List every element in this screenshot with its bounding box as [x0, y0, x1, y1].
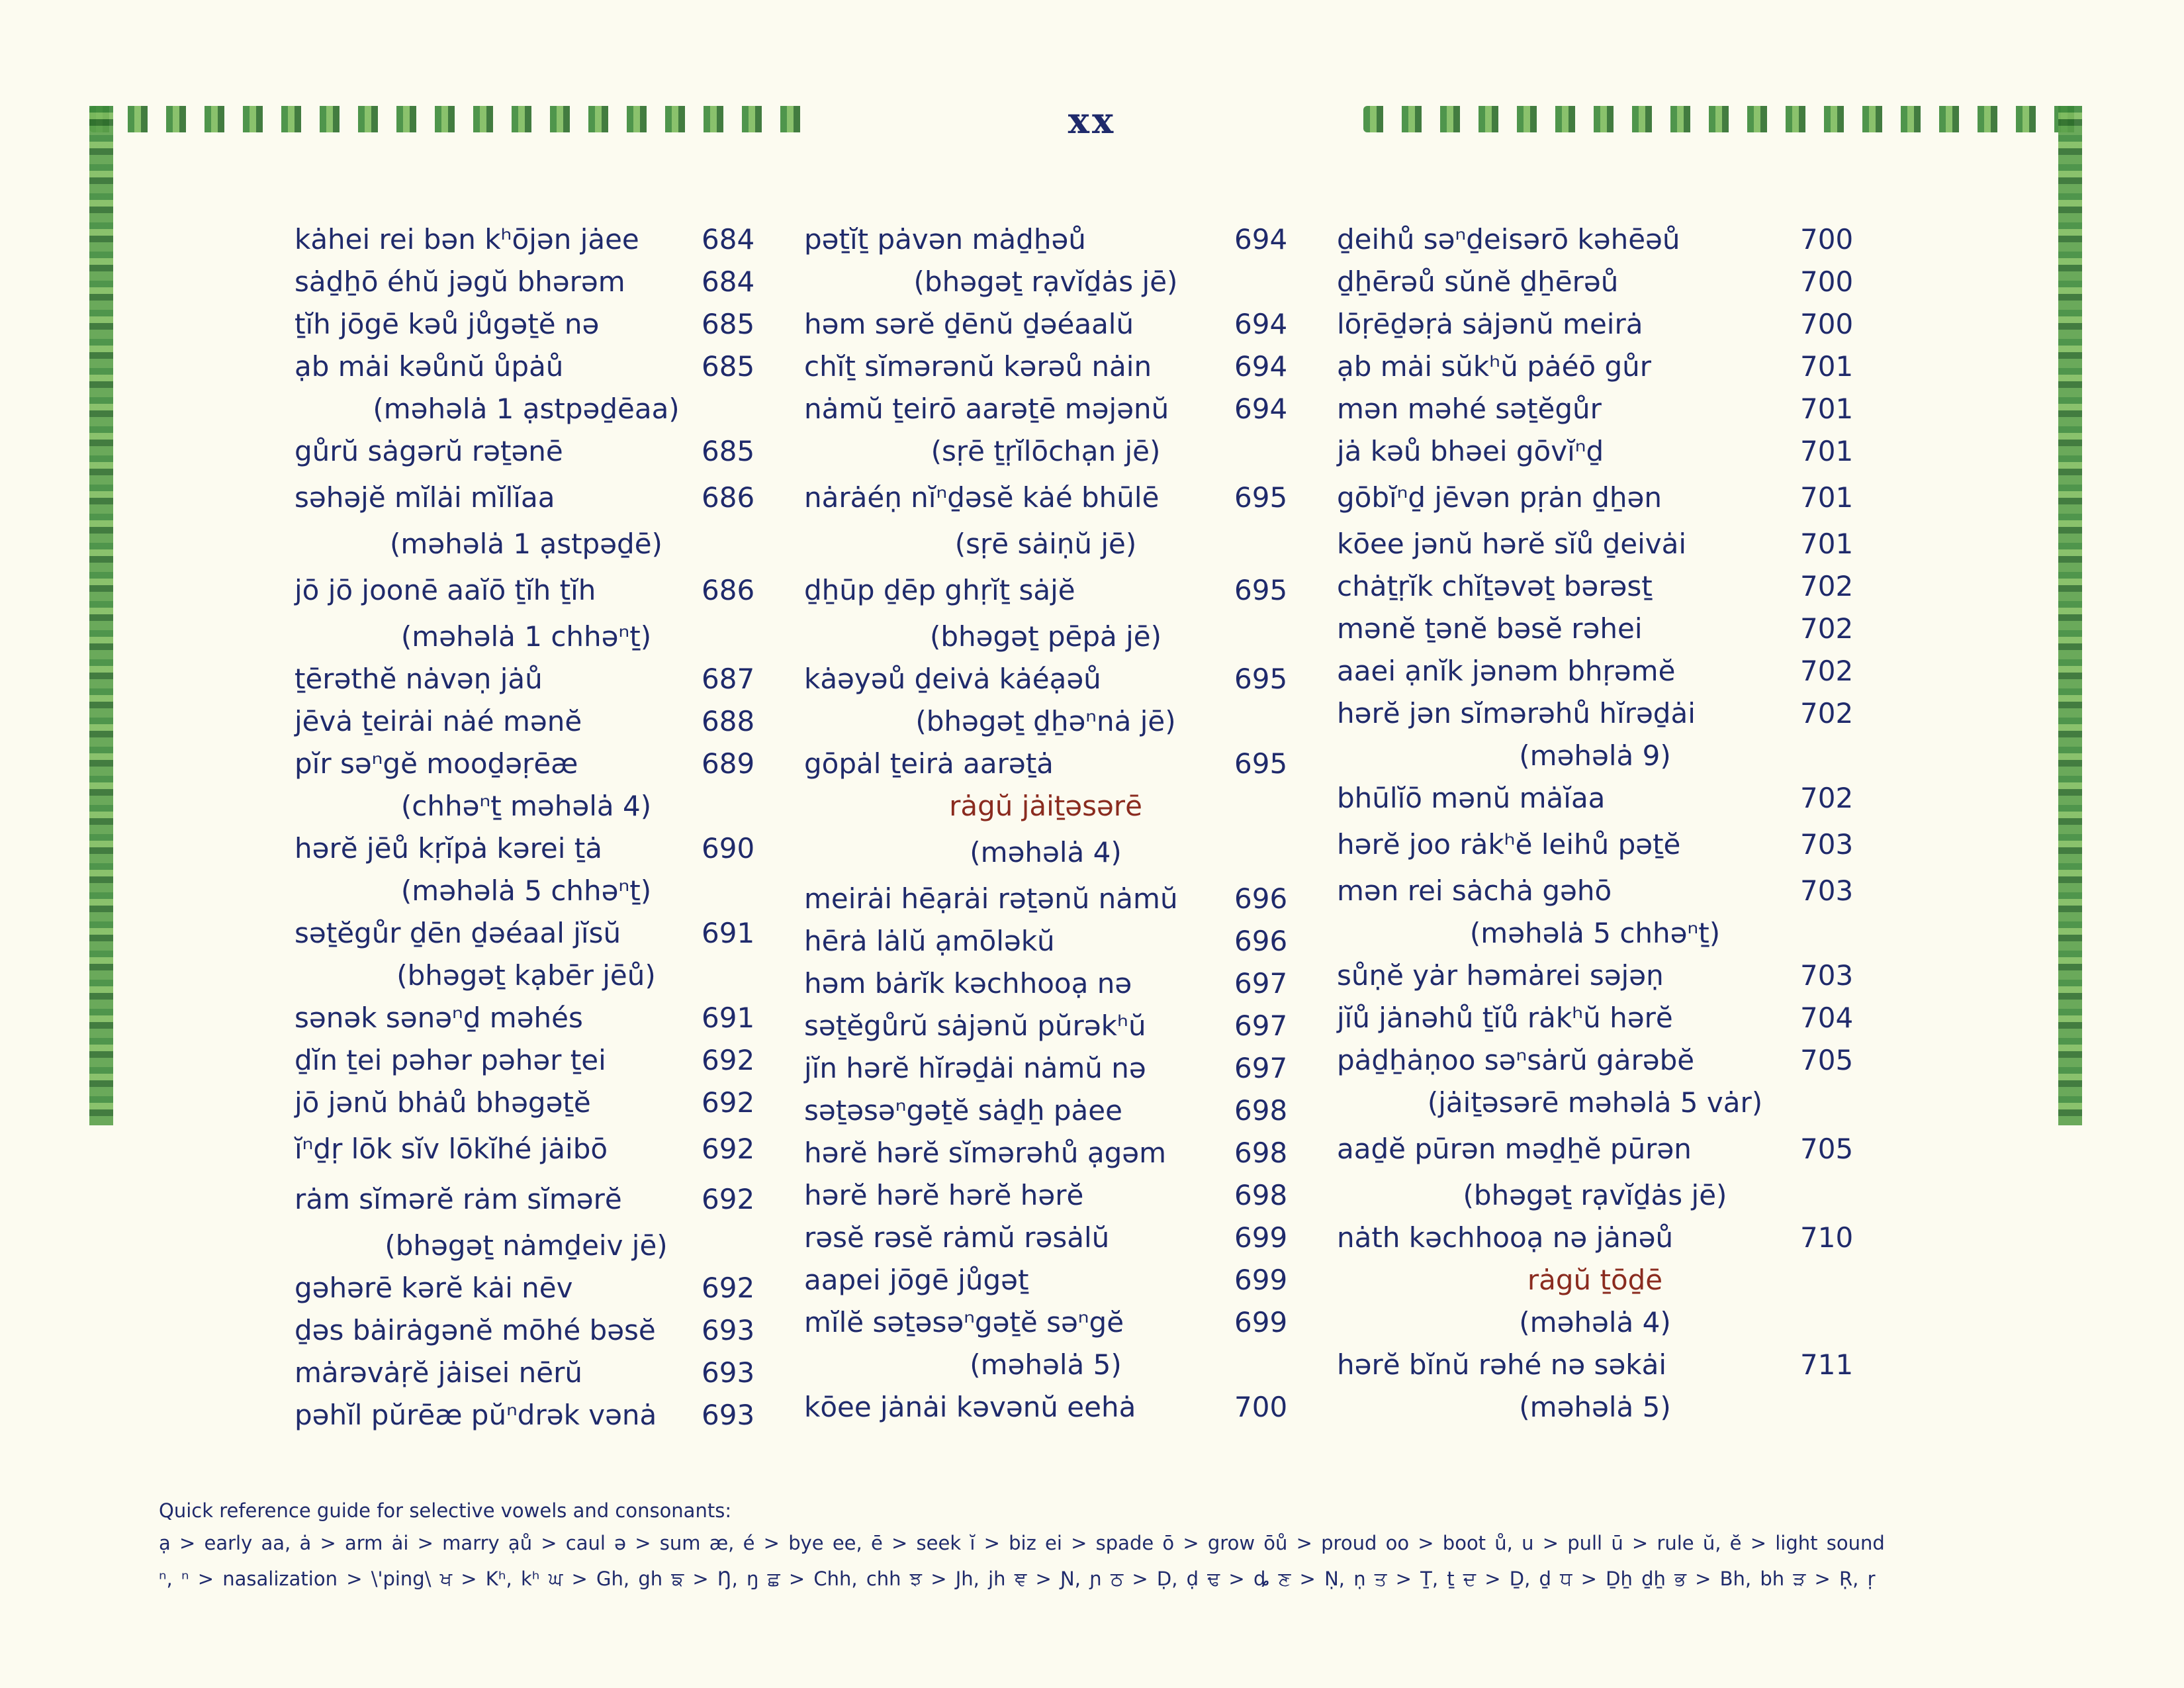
entry-title: aaei ạnĭk jənəm bhṛəmĕ	[1337, 655, 1676, 687]
entry-title: ạb mȧi sŭkʰŭ pȧéō gůr	[1337, 350, 1652, 383]
index-entry	[804, 473, 1287, 523]
index-entry	[804, 920, 1287, 962]
entry-page-number: 687	[702, 663, 755, 695]
entry-title: jēvȧ ṯeirȧi nȧé mənĕ	[295, 705, 582, 737]
entry-page-number: 694	[1234, 350, 1288, 383]
entry-page-number: 702	[1800, 782, 1854, 814]
index-entry	[804, 658, 1287, 700]
entry-title: ḏĭn ṯei pəhər pəhər ṯei	[295, 1044, 606, 1076]
entry-page-number: 684	[702, 265, 755, 298]
entry-page-number: 702	[1800, 612, 1854, 645]
section-heading: rȧgŭ ṯōḏē	[1527, 1264, 1663, 1296]
entry-page-number: 691	[702, 917, 755, 949]
entry-page-number: 698	[1234, 1094, 1288, 1127]
entry-title: pəṯĭṯ pȧvən mȧḏẖəů	[804, 223, 1086, 256]
index-entry	[804, 616, 1287, 658]
index-entry	[295, 303, 758, 346]
entry-page-number: 688	[702, 705, 755, 737]
index-entry	[295, 827, 758, 870]
entry-page-number: 693	[702, 1399, 755, 1431]
index-entry	[295, 261, 758, 303]
entry-title: ṯērəthĕ nȧvəṇ jȧů	[295, 663, 543, 695]
entry-title: kȧhei rei bən kʰōjən jȧee	[295, 223, 639, 256]
entry-title: jȧ kəů bhəei gōvĭⁿḏ	[1337, 435, 1604, 467]
entry-title: lōṛēḏəṛȧ sȧjənŭ meirȧ	[1337, 308, 1643, 340]
section-heading: (məhəlȧ 1 chhəⁿṯ)	[400, 620, 652, 653]
entry-title: mən rei sȧchȧ gəhō	[1337, 874, 1612, 907]
entry-page-number: 703	[1800, 874, 1854, 907]
index-entry	[1337, 1301, 1853, 1344]
section-heading: (məhəlȧ 4)	[1519, 1306, 1671, 1338]
entry-title: gůrŭ sȧgərŭ rəṯənē	[295, 435, 563, 467]
entry-title: bhūlĭō mənŭ mȧĭaa	[1337, 782, 1606, 814]
index-entry	[804, 303, 1287, 346]
entry-page-number: 696	[1234, 882, 1288, 915]
index-entry	[1337, 608, 1853, 650]
index-entry	[804, 1132, 1287, 1174]
entry-page-number: 686	[702, 574, 755, 606]
section-heading: (sṛē ṯṛĭlōchạn jē)	[931, 435, 1161, 467]
index-column-2	[804, 218, 1287, 1429]
index-entry	[295, 912, 758, 955]
index-entry	[804, 1386, 1287, 1429]
index-entry	[295, 473, 758, 523]
index-entry	[804, 1344, 1287, 1386]
index-column-3	[1337, 218, 1853, 1429]
entry-page-number: 695	[1234, 663, 1288, 695]
entry-title: səṯĕgůrŭ sȧjənŭ pŭrəkʰŭ	[804, 1009, 1146, 1042]
entry-page-number: 697	[1234, 1009, 1288, 1042]
index-entry	[295, 1394, 758, 1436]
entry-title: aapei jōgē jůgəṯ	[804, 1264, 1029, 1296]
section-heading: (chhəⁿṯ məhəlȧ 4)	[400, 790, 652, 822]
entry-page-number: 703	[1800, 959, 1854, 992]
entry-title: sůṇĕ yȧr həmȧrei səjəṇ	[1337, 959, 1664, 992]
index-entry	[295, 1174, 758, 1225]
entry-page-number: 691	[702, 1002, 755, 1034]
index-entry	[804, 743, 1287, 785]
index-entry	[295, 700, 758, 743]
entry-page-number: 695	[1234, 481, 1288, 514]
index-entry	[1337, 1082, 1853, 1124]
entry-page-number: 699	[1234, 1306, 1288, 1338]
entry-title: həm bȧrĭk kəchhooạ nə	[804, 967, 1132, 1000]
index-entry	[1337, 955, 1853, 997]
entry-title: mənĕ ṯənĕ bəsĕ rəhei	[1337, 612, 1643, 645]
entry-page-number: 705	[1800, 1044, 1854, 1076]
floral-border-left	[89, 106, 113, 1125]
entry-title: ạb mȧi kəůnŭ ůpȧů	[295, 350, 564, 383]
entry-title: ḏẖērəů sŭnĕ ḏẖērəů	[1337, 265, 1619, 298]
entry-title: hərĕ jēů kṛĭpȧ kərei ṯȧ	[295, 832, 602, 865]
entry-title: nȧrȧéṇ nĭⁿḏəsĕ kȧé bhūlē	[804, 481, 1160, 514]
index-entry	[804, 346, 1287, 388]
index-entry	[1337, 1386, 1853, 1429]
entry-title: pəhĭl pŭrēæ pŭⁿdrək vənȧ	[295, 1399, 657, 1431]
entry-title: kōee jənŭ hərĕ sĭů ḏeivȧi	[1337, 528, 1687, 560]
section-heading: rȧgŭ jȧiṯəsərē	[949, 790, 1142, 822]
index-entry	[295, 616, 758, 658]
index-entry	[804, 878, 1287, 920]
index-entry	[1337, 473, 1853, 523]
entry-title: rȧm sĭmərĕ rȧm sĭmərĕ	[295, 1183, 622, 1215]
entry-title: gōbĭⁿḏ jēvən pṛȧn ḏẖən	[1337, 481, 1662, 514]
index-entry	[804, 1090, 1287, 1132]
index-entry	[1337, 388, 1853, 430]
entry-title: ḏəs bȧirȧgənĕ mōhé bəsĕ	[295, 1314, 656, 1346]
entry-title: nȧmŭ ṯeirō aarəṯē məjənŭ	[804, 393, 1169, 425]
entry-title: hərĕ hərĕ sĭmərəhů ạgəm	[804, 1137, 1166, 1169]
entry-page-number: 711	[1800, 1348, 1854, 1381]
index-entry	[1337, 303, 1853, 346]
entry-title: ḏeihů səⁿḏeisərō kəhēəů	[1337, 223, 1680, 256]
index-entry	[804, 218, 1287, 261]
entry-title: mȧrəvȧṛĕ jȧisei nērŭ	[295, 1356, 582, 1389]
entry-title: ḏẖūp ḏēp ghṛĭṯ sȧjĕ	[804, 574, 1075, 606]
index-entry	[295, 955, 758, 997]
index-entry	[295, 1309, 758, 1352]
index-entry	[1337, 1124, 1853, 1174]
entry-page-number: 710	[1800, 1221, 1854, 1254]
floral-border-right	[2058, 106, 2082, 1125]
entry-page-number: 694	[1234, 308, 1288, 340]
index-entry	[804, 700, 1287, 743]
section-heading: (bhəgəṯ nȧmḏeiv jē)	[385, 1229, 668, 1262]
index-entry	[804, 1217, 1287, 1259]
entry-page-number: 699	[1234, 1264, 1288, 1296]
entry-title: rəsĕ rəsĕ rȧmŭ rəsȧlŭ	[804, 1221, 1110, 1254]
entry-title: ṯĭh jōgē kəů jůgəṯĕ nə	[295, 308, 600, 340]
index-entry	[295, 565, 758, 616]
index-entry	[295, 1082, 758, 1124]
index-entry	[295, 388, 758, 430]
index-entry	[1337, 870, 1853, 912]
entry-title: pĭr səⁿgĕ mooḏəṛēæ	[295, 747, 578, 780]
section-heading: (məhəlȧ 5 chhəⁿṯ)	[1469, 917, 1721, 949]
section-heading: (məhəlȧ 1 ạstpəḏēaa)	[373, 393, 680, 425]
entry-title: kȧəyəů ḏeivȧ kȧéạəů	[804, 663, 1101, 695]
index-entry	[295, 658, 758, 700]
entry-page-number: 692	[702, 1086, 755, 1119]
entry-page-number: 696	[1234, 925, 1288, 957]
entry-page-number: 697	[1234, 967, 1288, 1000]
entry-page-number: 702	[1800, 570, 1854, 602]
index-entry	[804, 1259, 1287, 1301]
index-entry	[1337, 692, 1853, 735]
entry-page-number: 699	[1234, 1221, 1288, 1254]
index-entry	[1337, 346, 1853, 388]
index-entry	[1337, 650, 1853, 692]
entry-title: hərĕ joo rȧkʰĕ leihů pəṯĕ	[1337, 828, 1681, 861]
section-heading: (bhəgəṯ kạbēr jēů)	[396, 959, 656, 992]
entry-title: səṯĕgůr ḏēn ḏəéaal jĭsŭ	[295, 917, 621, 949]
index-entry	[295, 218, 758, 261]
index-entry	[1337, 912, 1853, 955]
section-heading: (bhəgəṯ ḏẖəⁿnȧ jē)	[915, 705, 1176, 737]
section-heading: (məhəlȧ 4)	[970, 836, 1122, 868]
index-entry	[1337, 1217, 1853, 1259]
index-entry	[1337, 997, 1853, 1039]
index-entry	[295, 430, 758, 473]
entry-page-number: 697	[1234, 1052, 1288, 1084]
entry-title: aaḏĕ pūrən məḏẖĕ pūrən	[1337, 1133, 1692, 1165]
index-entry	[295, 1225, 758, 1267]
index-entry	[804, 565, 1287, 616]
index-entry	[295, 997, 758, 1039]
entry-title: jō jō joonē aaĭō ṯĭh ṯĭh	[295, 574, 596, 606]
section-heading: (məhəlȧ 5 chhəⁿṯ)	[400, 874, 652, 907]
index-entry	[804, 430, 1287, 473]
index-entry	[295, 1039, 758, 1082]
index-entry	[804, 1005, 1287, 1047]
entry-page-number: 698	[1234, 1179, 1288, 1211]
index-entry	[1337, 1039, 1853, 1082]
entry-page-number: 692	[702, 1272, 755, 1304]
section-heading: (bhəgəṯ pēpȧ jē)	[930, 620, 1161, 653]
section-heading: (sṛē sȧiṇŭ jē)	[954, 528, 1137, 560]
index-entry	[295, 743, 758, 785]
entry-title: hərĕ bĭnŭ rəhé nə səkȧi	[1337, 1348, 1667, 1381]
entry-title: ĭⁿḏṛ lōk sĭv lōkĭhé jȧibō	[295, 1133, 608, 1165]
index-entry	[295, 785, 758, 827]
entry-page-number: 686	[702, 481, 755, 514]
index-entry	[1337, 735, 1853, 777]
entry-title: nȧth kəchhooạ nə jȧnəů	[1337, 1221, 1674, 1254]
index-entry	[804, 261, 1287, 303]
entry-page-number: 693	[702, 1356, 755, 1389]
entry-page-number: 693	[702, 1314, 755, 1346]
index-entry	[1337, 430, 1853, 473]
entry-page-number: 700	[1800, 308, 1854, 340]
index-entry	[1337, 218, 1853, 261]
entry-page-number: 701	[1800, 528, 1854, 560]
entry-title: gōpȧl ṯeirȧ aarəṯȧ	[804, 747, 1054, 780]
entry-page-number: 702	[1800, 697, 1854, 729]
entry-title: gəhərē kərĕ kȧi nēv	[295, 1272, 573, 1304]
entry-page-number: 704	[1800, 1002, 1854, 1034]
entry-page-number: 701	[1800, 393, 1854, 425]
entry-title: hərĕ jən sĭmərəhů hĭrəḏȧi	[1337, 697, 1696, 729]
page-number: xx	[1068, 99, 1116, 142]
index-column-1	[295, 218, 758, 1436]
index-entry	[295, 870, 758, 912]
section-heading: (məhəlȧ 5)	[970, 1348, 1122, 1381]
index-entry	[295, 1352, 758, 1394]
entry-title: səṯəsəⁿgəṯĕ sȧḏẖ pȧee	[804, 1094, 1122, 1127]
entry-page-number: 684	[702, 223, 755, 256]
entry-title: mən məhé səṯĕgůr	[1337, 393, 1602, 425]
entry-page-number: 694	[1234, 393, 1288, 425]
entry-title: jĭů jȧnəhů ṯĭů rȧkʰŭ hərĕ	[1337, 1002, 1673, 1034]
entry-page-number: 700	[1800, 265, 1854, 298]
index-entry	[1337, 820, 1853, 870]
entry-page-number: 702	[1800, 655, 1854, 687]
section-heading: (jȧiṯəsərē məhəlȧ 5 vȧr)	[1427, 1086, 1763, 1119]
entry-page-number: 685	[702, 435, 755, 467]
floral-border-top-right	[1363, 106, 2078, 132]
entry-title: kōee jȧnȧi kəvənŭ eehȧ	[804, 1391, 1136, 1423]
index-entry	[804, 827, 1287, 878]
index-entry	[295, 523, 758, 565]
entry-page-number: 689	[702, 747, 755, 780]
index-entry	[1337, 565, 1853, 608]
section-heading: (bhəgəṯ rạvĭḏȧs jē)	[913, 265, 1178, 298]
entry-page-number: 692	[702, 1183, 755, 1215]
entry-title: hērȧ lȧlŭ ạmōləkŭ	[804, 925, 1055, 957]
entry-page-number: 692	[702, 1044, 755, 1076]
index-entry	[295, 1267, 758, 1309]
entry-page-number: 701	[1800, 435, 1854, 467]
index-entry	[1337, 523, 1853, 565]
entry-title: jĭn hərĕ hĭrəḏȧi nȧmŭ nə	[804, 1052, 1146, 1084]
index-entry	[804, 1174, 1287, 1217]
entry-title: chĭṯ sĭmərənŭ kərəů nȧin	[804, 350, 1152, 383]
entry-title: həm sərĕ ḏēnŭ ḏəéaalŭ	[804, 308, 1134, 340]
index-entry	[804, 388, 1287, 430]
entry-title: meirȧi hēạrȧi rəṯənŭ nȧmŭ	[804, 882, 1178, 915]
entry-page-number: 701	[1800, 350, 1854, 383]
entry-page-number: 703	[1800, 828, 1854, 861]
entry-title: səhəjĕ mĭlȧi mĭlĭaa	[295, 481, 555, 514]
index-entry	[804, 523, 1287, 565]
index-entry	[804, 1301, 1287, 1344]
guide-title: Quick reference guide for selective vowels and consonants:	[159, 1499, 732, 1522]
entry-title: mĭlĕ səṯəsəⁿgəṯĕ səⁿgĕ	[804, 1306, 1124, 1338]
index-entry	[295, 346, 758, 388]
entry-title: pȧḏẖȧṇoo səⁿsȧrŭ gȧrəbĕ	[1337, 1044, 1695, 1076]
guide-vowels: ạ > early aa, ȧ > arm ȧi > marry ạů > caul ə > sum æ, é > bye ee, ē > seek ĭ > biz ei > spade ō > grow ōů > proud oo > boot ů, u > pull ū > rule ŭ, ĕ > light sound	[159, 1532, 1885, 1554]
section-heading: (məhəlȧ 9)	[1519, 739, 1671, 772]
entry-page-number: 700	[1800, 223, 1854, 256]
entry-title: jō jənŭ bhȧů bhəgəṯĕ	[295, 1086, 591, 1119]
floral-border-top-left	[89, 106, 817, 132]
guide-consonants: ⁿ, ⁿ > nasalization > \'ping\ ਖ > Kʰ, kʰ ਘ > Gh, gh ਙ > Ŋ, ŋ ਛ > Chh, chh ਝ > Jh, jh ਞ > Ɲ, ɲ ਠ > Ḍ, ḍ ਢ > ȡ ਣ > Ṇ, ṇ ਤ > Ṯ, ṯ ਦ > Ḏ, ḏ ਧ > Ḏẖ ḏẖ ਭ > Bh, bh ੜ > Ṛ, ṛ	[159, 1568, 1876, 1590]
entry-page-number: 692	[702, 1133, 755, 1165]
index-entry	[1337, 261, 1853, 303]
section-heading: (məhəlȧ 5)	[1519, 1391, 1671, 1423]
index-entry	[1337, 1344, 1853, 1386]
entry-title: sȧḏẖō éhŭ jəgŭ bhərəm	[295, 265, 625, 298]
entry-title: chȧṯṛĭk chĭṯəvəṯ bərəsṯ	[1337, 570, 1653, 602]
section-heading: (məhəlȧ 1 ạstpəḏē)	[390, 528, 662, 560]
entry-page-number: 685	[702, 350, 755, 383]
entry-title: sənək sənəⁿḏ məhés	[295, 1002, 583, 1034]
entry-page-number: 695	[1234, 747, 1288, 780]
index-entry	[804, 962, 1287, 1005]
entry-page-number: 701	[1800, 481, 1854, 514]
entry-page-number: 695	[1234, 574, 1288, 606]
index-entry	[1337, 1259, 1853, 1301]
index-entry	[804, 785, 1287, 827]
entry-page-number: 690	[702, 832, 755, 865]
entry-page-number: 705	[1800, 1133, 1854, 1165]
section-heading: (bhəgəṯ rạvĭḏȧs jē)	[1463, 1179, 1727, 1211]
entry-page-number: 698	[1234, 1137, 1288, 1169]
entry-page-number: 694	[1234, 223, 1288, 256]
entry-title: hərĕ hərĕ hərĕ hərĕ	[804, 1179, 1084, 1211]
entry-page-number: 685	[702, 308, 755, 340]
index-entry	[1337, 1174, 1853, 1217]
index-entry	[295, 1124, 758, 1174]
entry-page-number: 700	[1234, 1391, 1288, 1423]
index-entry	[1337, 777, 1853, 820]
index-entry	[804, 1047, 1287, 1090]
